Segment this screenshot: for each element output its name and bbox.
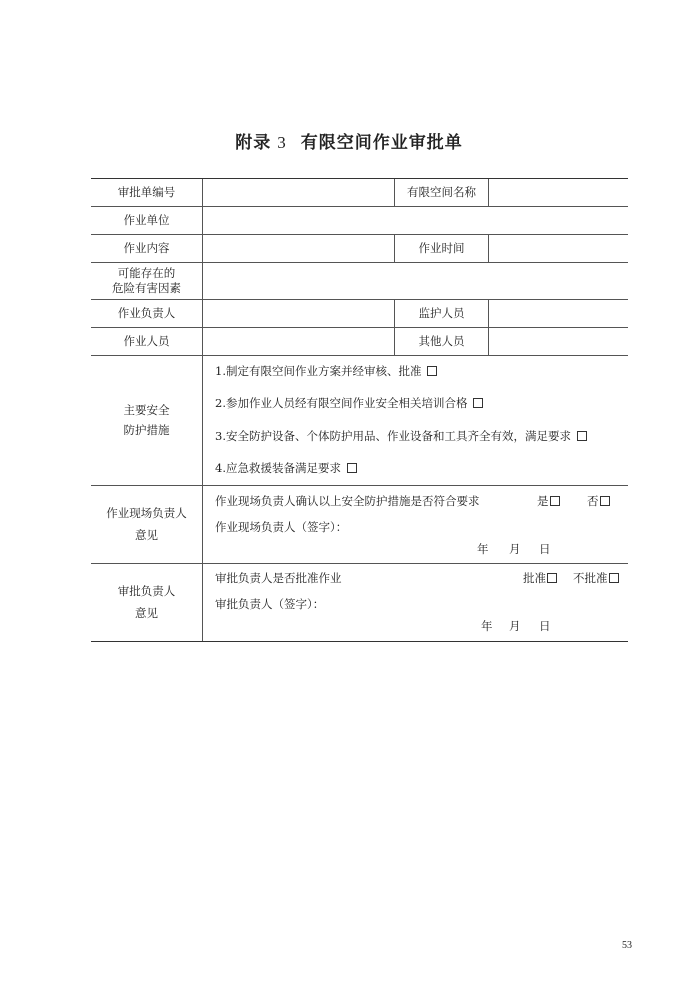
- approval-no-label: 审批单编号: [117, 185, 176, 199]
- reject-option: [573, 571, 619, 585]
- approve-label: 批准: [523, 571, 546, 585]
- site-opinion-label-line1: 作业现场负责人: [106, 506, 187, 520]
- space-name-label: 有限空间名称: [407, 185, 476, 199]
- page-title: [0, 128, 698, 153]
- work-content-field[interactable]: [203, 234, 394, 262]
- workers-label: 作业人员: [123, 333, 170, 348]
- approver-opinion-label-line2: 意见: [135, 606, 158, 620]
- measure-item: [215, 429, 587, 443]
- reject-checkbox[interactable]: [609, 573, 619, 583]
- measure-item: [215, 461, 357, 475]
- measure-item: [215, 364, 437, 378]
- yes-label: 是: [537, 494, 549, 508]
- workers-field[interactable]: [203, 327, 394, 355]
- no-label: 否: [587, 494, 599, 508]
- measure-2-checkbox[interactable]: [473, 398, 483, 408]
- approver-question: 审批负责人是否批准作业: [215, 571, 342, 585]
- hazards-label-line1: 可能存在的: [117, 265, 176, 280]
- site-date-month: 月: [509, 542, 521, 556]
- yes-option: [537, 494, 560, 508]
- approver-sign-text: 审批负责人（签字）：: [215, 597, 325, 611]
- site-confirm-text: 作业现场负责人确认以上安全防护措施是否符合要求: [215, 494, 480, 508]
- work-unit-field[interactable]: [203, 206, 628, 234]
- work-unit-label: 作业单位: [123, 212, 170, 227]
- page-number: 53: [622, 940, 632, 951]
- approve-checkbox[interactable]: [547, 573, 557, 583]
- title-main: 有限空间作业审批单: [300, 133, 463, 153]
- safety-label-line1: 主要安全: [123, 403, 170, 417]
- measure-1-checkbox[interactable]: [427, 366, 437, 376]
- no-checkbox[interactable]: [600, 496, 610, 506]
- hazards-label: [91, 262, 202, 299]
- work-leader-field[interactable]: [203, 299, 394, 327]
- site-date-year: 年: [477, 542, 489, 556]
- others-field[interactable]: [489, 327, 628, 355]
- site-opinion-label: [91, 485, 202, 563]
- title-number: 3: [277, 133, 287, 152]
- hazards-field[interactable]: [203, 262, 628, 299]
- work-time-label: 作业时间: [418, 240, 465, 255]
- measure-4-checkbox[interactable]: [347, 463, 357, 473]
- measure-text: 4.应急救援装备满足要求: [215, 461, 341, 475]
- no-option: [587, 494, 610, 508]
- hazards-label-line2: 危险有害因素: [112, 280, 181, 295]
- monitor-field[interactable]: [489, 299, 628, 327]
- site-opinion-label-line2: 意见: [135, 528, 158, 542]
- measure-text: 2.参加作业人员经有限空间作业安全相关培训合格: [215, 396, 468, 410]
- approver-date-year: 年: [481, 619, 493, 633]
- yes-checkbox[interactable]: [550, 496, 560, 506]
- measure-text: 1.制定有限空间作业方案并经审核、批准: [215, 364, 422, 378]
- work-time-field[interactable]: [489, 234, 628, 262]
- approval-no-field[interactable]: [203, 179, 394, 206]
- approver-date-month: 月: [509, 619, 521, 633]
- work-content-label: 作业内容: [123, 240, 170, 255]
- site-sign-text: 作业现场负责人（签字）：: [215, 520, 348, 534]
- measure-3-checkbox[interactable]: [577, 431, 587, 441]
- approver-opinion-label: [91, 563, 202, 641]
- title-prefix: 附录: [235, 133, 272, 153]
- approver-date-day: 日: [539, 619, 551, 633]
- safety-label-line2: 防护措施: [123, 423, 170, 437]
- measure-item: [215, 396, 483, 410]
- approval-form: [91, 178, 628, 642]
- space-name-field[interactable]: [489, 179, 628, 206]
- site-date-day: 日: [539, 542, 551, 556]
- approve-option: [523, 571, 557, 585]
- measure-text: 3.安全防护设备、个体防护用品、作业设备和工具齐全有效，满足要求: [215, 429, 571, 443]
- reject-label: 不批准: [573, 571, 608, 585]
- safety-measures-label: [91, 355, 202, 485]
- work-leader-label: 作业负责人: [117, 305, 176, 320]
- others-label: 其他人员: [418, 333, 465, 348]
- monitor-label: 监护人员: [418, 305, 465, 320]
- approver-opinion-label-line1: 审批负责人: [117, 584, 176, 598]
